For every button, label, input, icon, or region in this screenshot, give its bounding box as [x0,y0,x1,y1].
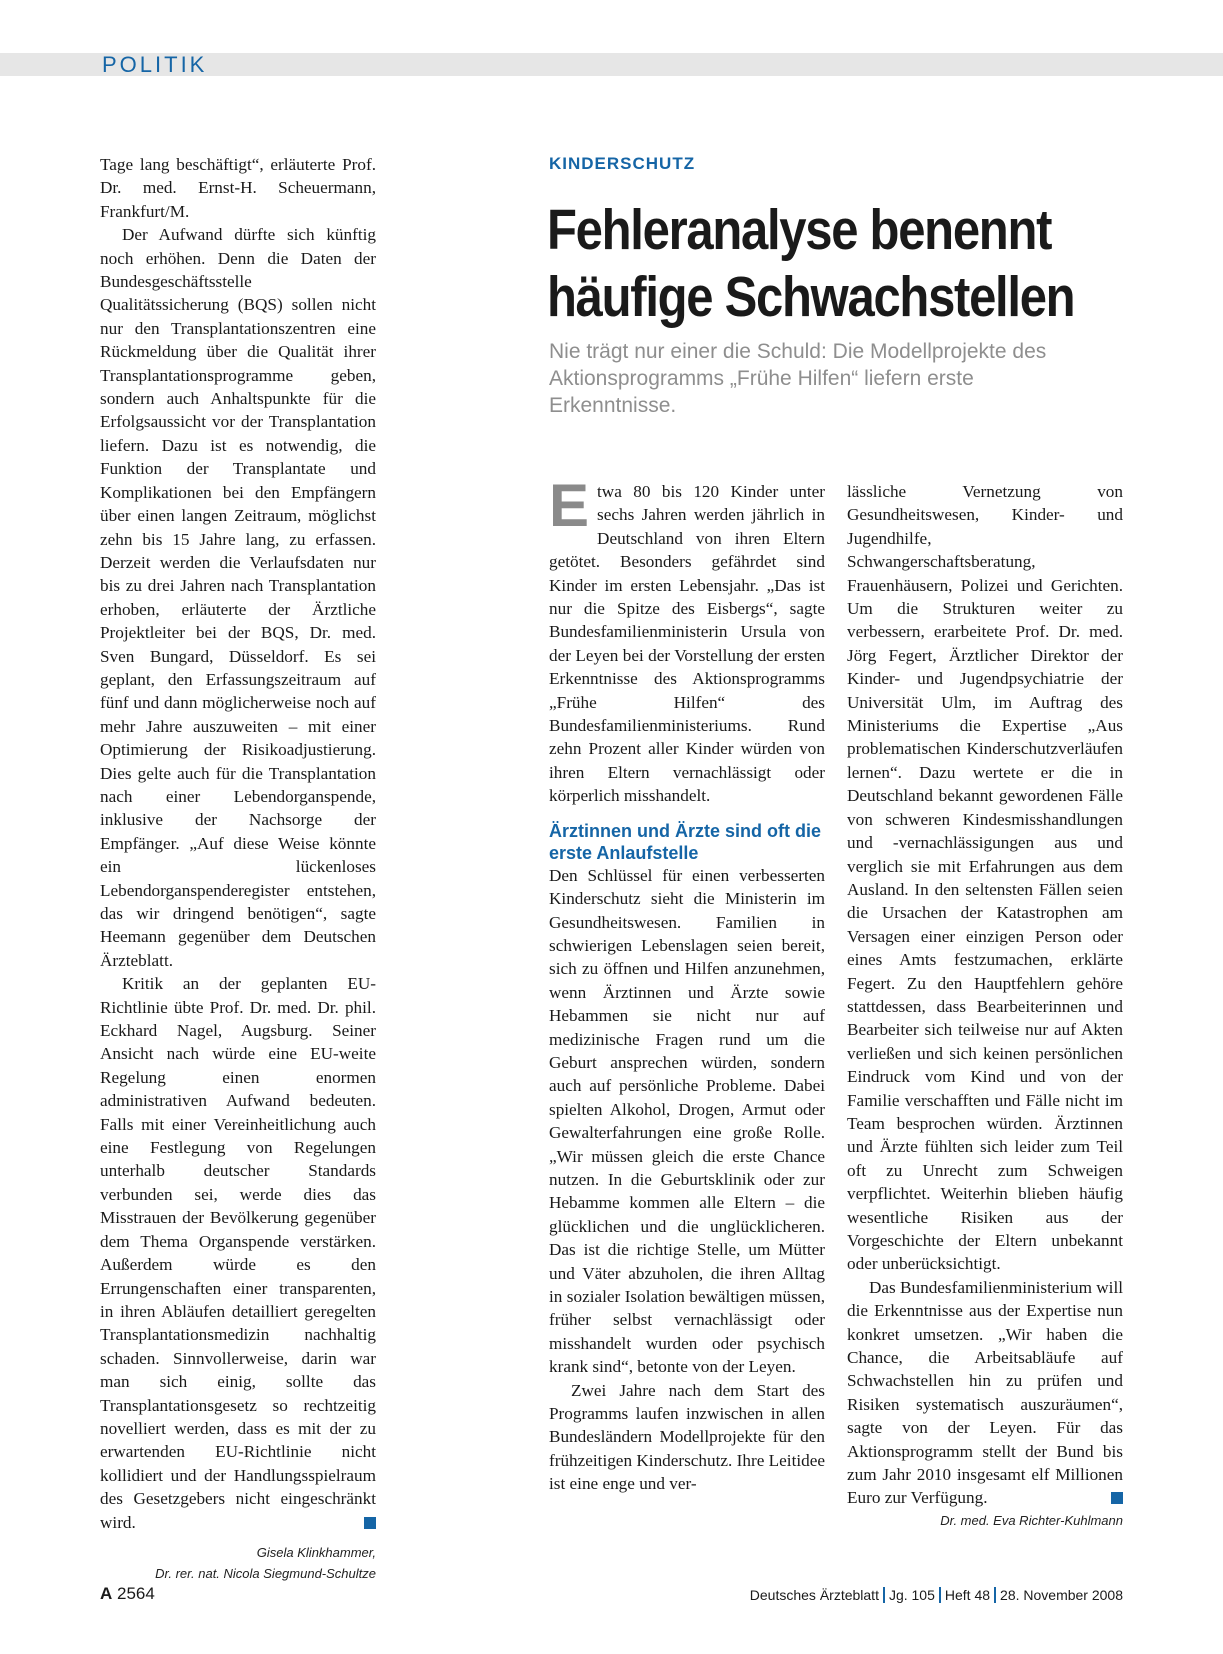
article-standfirst: Nie trägt nur einer die Schuld: Die Modellprojekte des Aktionsprogramms „Frühe Hilfen“ liefern erste Erkenntnisse. [549,340,1047,417]
article-subhead: Ärztinnen und Ärzte sind oft die erste Anlaufstelle [549,820,821,863]
article-paragraph-4: lässliche Vernetzung von Gesundheitswesen, Kinder- und Jugendhilfe, Schwangerschaftsberatung, Frauenhäusern, Polizei und Gerichten. Um die Strukturen weiter zu verbessern, erarbeitete Prof. Dr. med. Jörg Fegert, Ärztlicher Direktor der Kinder- und Jugendpsychiatrie der Universität Ulm, im Auftrag des Ministeriums die Expertise „Aus problematischen Kinderschutzverläufen lernen“. Dazu wertete er die in Deutschland bekannt gewordenen Fälle von schweren Kindesmisshandlungen und -vernachlässigungen aus und verglich sie mit Erfahrungen aus dem Ausland. In den seltensten Fällen seien die Ursachen der Katastrophen am Versagen einer einzigen Person oder eines Amts festzumachen, erklärte Fegert. Zu den Hauptfehlern gehöre stattdessen, dass Bearbeiterinnen und Bearbeiter sich teilweise nur auf Akten verließen und sich keinen persönlichen Eindruck vom Kind und von der Familie verschafften und Fälle nicht im Team besprochen würden. Ärztinnen und Ärzte fühlten sich leider zum Teil oft zu Unrecht zum Schweigen verpflichtet. Weiterhin blieben häufig wesentliche Risiken aus der Vorgeschichte der Eltern unbekannt oder unberücksichtigt. [847,482,1123,1274]
end-mark-icon [364,1517,376,1529]
separator [883,1587,885,1603]
left-author: Gisela Klinkhammer, Dr. rer. nat. Nicola Siegmund-Schultze [155,1544,376,1581]
left-column [100,153,376,1584]
article-headline: Fehleranalyse benennt häufige Schwachstellen [547,198,1075,329]
middle-column [549,472,825,1496]
separator [939,1587,941,1603]
left-paragraph-1: Tage lang beschäftigt“, erläuterte Prof. Dr. med. Ernst-H. Scheuermann, Frankfurt/M. [100,155,376,221]
article-kicker: KINDERSCHUTZ [549,154,696,173]
drop-cap: E [549,472,590,539]
journal-info: Deutsches Ärzteblatt Jg. 105 Heft 48 28. November 2008 [749,1587,1123,1603]
article-paragraph-2: Den Schlüssel für einen verbesserten Kinderschutz sieht die Ministerin im Gesundheitswesen. Familien in schwierigen Lebenslagen seien bereit, sich zu öffnen und Hilfen anzunehmen, wenn Ärztinnen und Ärzte sowie Hebammen sie nicht nur auf medizinische Fragen rund um die Geburt ansprechen würden, sondern auch auf persönliche Probleme. Dabei spielten Alkohol, Drogen, Armut oder Gewalterfahrungen eine große Rolle. „Wir müssen gleich die erste Chance nutzen. In die Geburtsklinik oder zur Hebamme kommen alle Eltern – die glücklichen und die unglücklicheren. Das ist die richtige Stelle, um Mütter und Väter abzuholen, die ihren Alltag in sozialer Isolation bewältigen müssen, früher selbst vernachlässigt oder misshandelt wurden oder psychisch krank sind“, betonte von der Leyen. [549,865,825,1377]
article-paragraph-5: Das Bundesfamilienministerium will die Erkenntnisse aus der Expertise nun konkret umsetzen. „Wir haben die Chance, die Arbeitsabläufe auf Schwachstellen hin zu prüfen und Risiken systematisch auszuräumen“, sagte von der Leyen. Für das Aktionsprogramm stellt der Bund bis zum Jahr 2010 insgesamt elf Millionen Euro zur Verfügung. [847,1277,1123,1508]
left-paragraph-2: Der Aufwand dürfte sich künftig noch erhöhen. Denn die Daten der Bundesgeschäftsstelle Qualitätssicherung (BQS) sollen nicht nur den Transplantationszentren eine Rückmeldung über die Qualität ihrer Transplantationsprogramme geben, sondern auch Anhaltspunkte für die Erfolgsaussicht vor der Transplantation liefern. Dazu ist es notwendig, die Funktion der Transplantate und Komplikationen bei den Empfängern über einen langen Zeitraum, möglichst zehn bis 15 Jahre lang, zu erfassen. Derzeit werden die Verlaufsdaten nur bis zu drei Jahren nach Transplantation erhoben, erläuterte der Ärztliche Projektleiter bei der BQS, Dr. med. Sven Bungard, Düsseldorf. Es sei geplant, den Erfassungszeitraum auf fünf und dann möglicherweise noch auf mehr Jahre auszuweiten – mit einer Optimierung der Risikoadjustierung. Dies gelte auch für die Transplantation nach einer Lebendorganspende, inklusive der Nachsorge der Empfänger. „Auf diese Weise könnte ein lückenloses Lebendorganspenderegister entstehen, das wir dringend benötigen“, sagte Heemann gegenüber dem Deutschen Ärzteblatt. [100,225,376,970]
right-column [847,480,1123,1531]
left-paragraph-3: Kritik an der geplanten EU-Richtlinie übte Prof. Dr. med. Dr. phil. Eckhard Nagel, Augsburg. Seiner Ansicht nach würde eine EU-weite Regelung einen enormen administrativen Aufwand bedeuten. Falls mit einer Vereinheitlichung auch eine Festlegung von Regelungen unterhalb deutscher Standards verbunden sei, werde dies das Misstrauen der Bevölkerung gegenüber dem Thema Organspende verstärken. Außerdem würde es den Errungenschaften einer transparenten, in ihren Abläufen detailliert geregelten Transplantationsmedizin nachhaltig schaden. Sinnvollerweise, darin war man sich einig, sollte das Transplantationsgesetz so rechtzeitig novelliert werden, dass es mit der zu erwartenden EU-Richtlinie nicht kollidiert und der Handlungsspielraum des Gesetzgebers nicht eingeschränkt wird. [100,974,376,1532]
separator [994,1587,996,1603]
article-author: Dr. med. Eva Richter-Kuhlmann [940,1512,1123,1528]
article-paragraph-1: Etwa 80 bis 120 Kinder unter sechs Jahren werden jährlich in Deutschland von ihren Eltern getötet. Besonders gefährdet sind Kinder im ersten Lebensjahr. „Das ist nur die Spitze des Eisbergs“, sagte Bundesfamilienministerin Ursula von der Leyen bei der Vorstellung der ersten Erkenntnisse des Aktionsprogramms „Frühe Hilfen“ des Bundesfamilienministeriums. Rund zehn Prozent aller Kinder würden von ihren Eltern vernachlässigt oder körperlich misshandelt. [549,472,825,806]
end-mark-icon [1111,1492,1123,1504]
section-label: POLITIK [102,52,208,77]
page-number: A 2564 [100,1584,155,1603]
article-paragraph-3: Zwei Jahre nach dem Start des Programms laufen inzwischen in allen Bundesländern Modellprojekte für den frühzeitigen Kinderschutz. Ihre Leitidee ist eine enge und ver- [549,1380,825,1494]
